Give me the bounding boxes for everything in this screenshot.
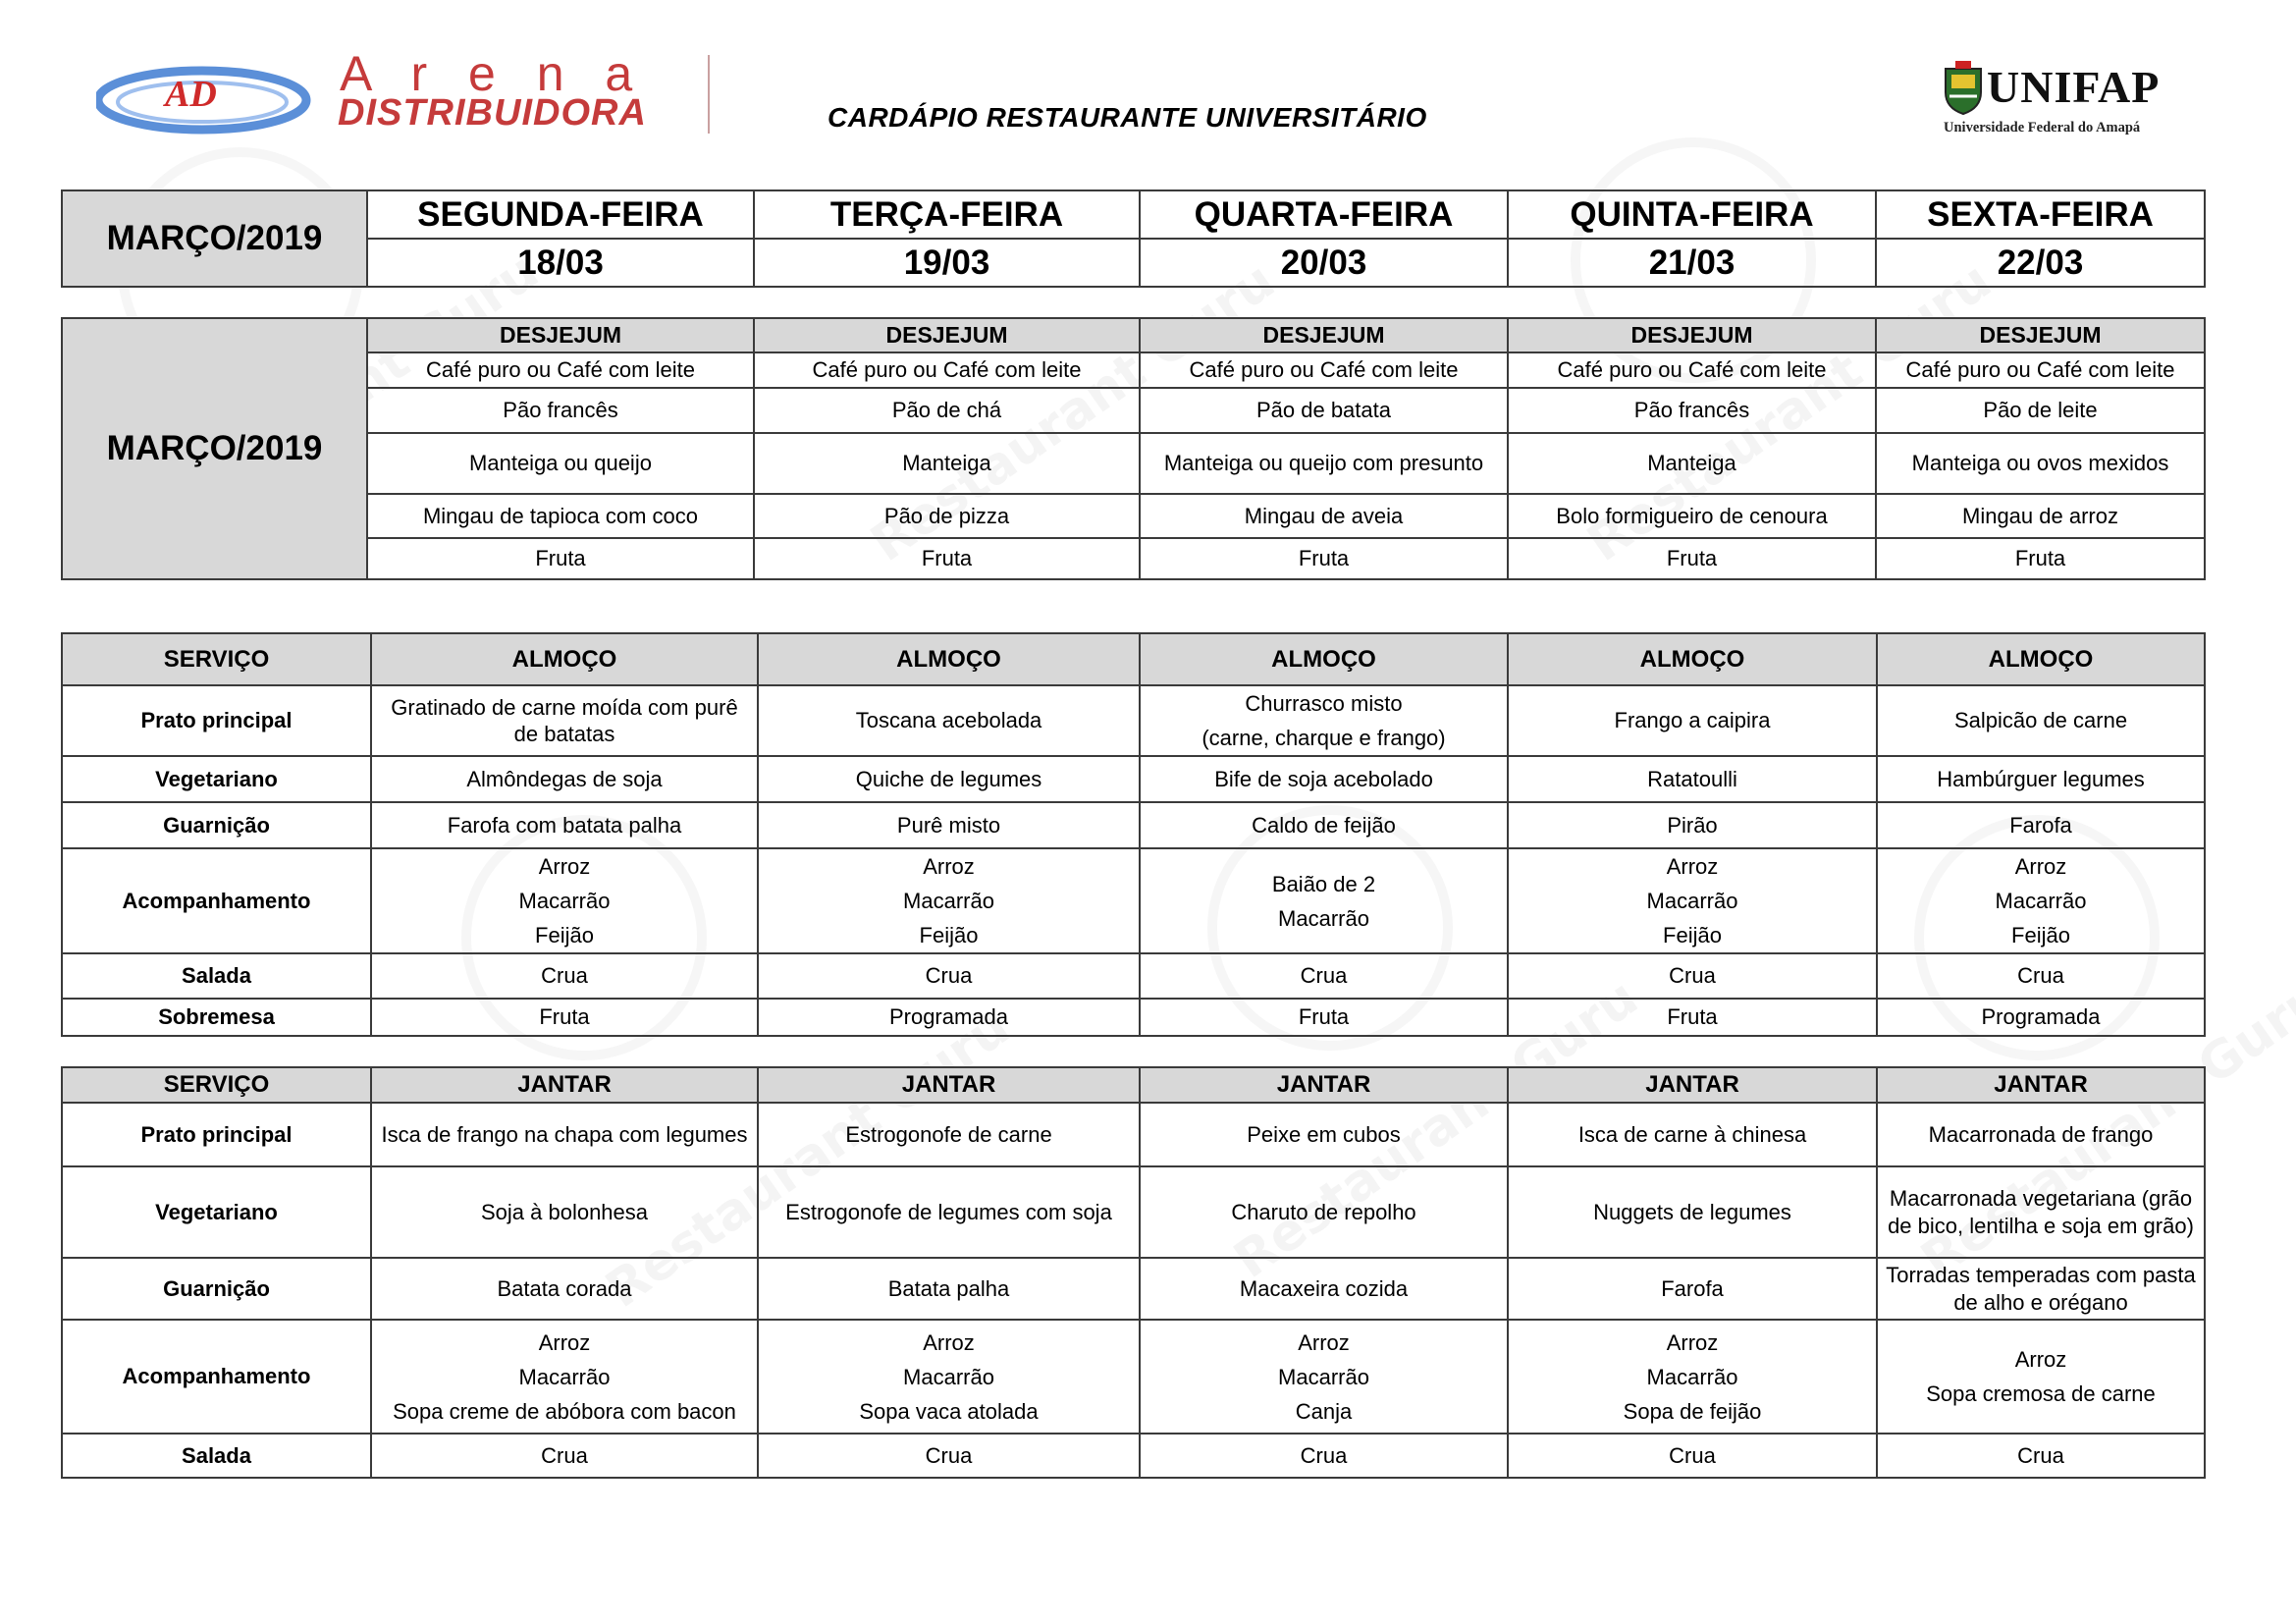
menu-cell: Fruta [367, 538, 754, 579]
service-label: Salada [62, 1434, 371, 1478]
service-label: Salada [62, 953, 371, 999]
menu-line: Baião de 2 [1271, 871, 1376, 896]
menu-cell: Farofa [1508, 1258, 1877, 1320]
menu-cell: Nuggets de legumes [1508, 1166, 1877, 1258]
menu-cell: Torradas temperadas com pasta de alho e orégano [1877, 1258, 2205, 1320]
menu-line: Macarrão [518, 889, 611, 913]
unifap-logo [1942, 57, 2177, 143]
menu-cell: Frango a caipira [1508, 685, 1877, 756]
menu-cell: Crua [758, 953, 1140, 999]
day-date: 22/03 [1876, 239, 2205, 287]
month-label: MARÇO/2019 [62, 318, 367, 579]
menu-cell: Fruta [1140, 999, 1508, 1036]
menu-cell: Crua [1140, 953, 1508, 999]
menu-cell: Manteiga ou queijo [367, 433, 754, 494]
menu-cell: Ratatoulli [1508, 756, 1877, 802]
day-date: 18/03 [367, 239, 754, 287]
menu-cell: Bolo formigueiro de cenoura [1508, 494, 1876, 538]
menu-cell: Crua [1877, 1434, 2205, 1478]
table-row [62, 756, 2205, 802]
menu-cell: Pirão [1508, 802, 1877, 848]
menu-line: Arroz [1666, 1329, 1719, 1355]
menu-line: Sopa cremosa de carne [1926, 1381, 2156, 1406]
menu-line: (carne, charque e frango) [1201, 726, 1446, 750]
menu-cell: Crua [1508, 1434, 1877, 1478]
jantar-body [62, 1067, 2205, 1478]
meal-heading: DESJEJUM [754, 318, 1140, 352]
almoco-table [61, 632, 2206, 1037]
menu-cell: Farofa [1877, 802, 2205, 848]
day-date: 21/03 [1508, 239, 1876, 287]
menu-line: Sopa vaca atolada [859, 1398, 1039, 1424]
menu-cell: Manteiga ou queijo com presunto [1140, 433, 1508, 494]
menu-cell: Programada [758, 999, 1140, 1036]
table-row [62, 848, 2205, 953]
menu-cell: Café puro ou Café com leite [367, 352, 754, 388]
menu-cell: Charuto de repolho [1140, 1166, 1508, 1258]
day-date: 19/03 [754, 239, 1140, 287]
menu-line: Arroz [1666, 854, 1719, 879]
menu-cell [1508, 1320, 1877, 1434]
service-label: Vegetariano [62, 1166, 371, 1258]
table-row [62, 1320, 2205, 1434]
menu-line: Sopa de feijão [1623, 1398, 1762, 1424]
page-title: CARDÁPIO RESTAURANTE UNIVERSITÁRIO [828, 102, 1427, 133]
menu-cell: Caldo de feijão [1140, 802, 1508, 848]
menu-line: Arroz [538, 1329, 591, 1355]
menu-cell: Farofa com batata palha [371, 802, 758, 848]
menu-cell: Pão de pizza [754, 494, 1140, 538]
meal-heading: ALMOÇO [1140, 633, 1508, 685]
meal-heading: DESJEJUM [1508, 318, 1876, 352]
menu-cell: Fruta [1508, 538, 1876, 579]
table-row [62, 999, 2205, 1036]
day-name: QUARTA-FEIRA [1140, 190, 1508, 239]
menu-line: Macarrão [1646, 889, 1738, 913]
table-row [62, 1103, 2205, 1166]
menu-line: Macarrão [1278, 905, 1369, 931]
meal-heading: JANTAR [371, 1067, 758, 1103]
menu-cell: Pão de leite [1876, 388, 2205, 433]
menu-cell: Macarronada vegetariana (grão de bico, lentilha e soja em grão) [1877, 1166, 2205, 1258]
menu-cell: Fruta [754, 538, 1140, 579]
menu-cell: Fruta [1876, 538, 2205, 579]
day-name: SEGUNDA-FEIRA [367, 190, 754, 239]
menu-cell [1877, 1320, 2205, 1434]
menu-line: Macarrão [903, 1364, 994, 1389]
menu-cell: Café puro ou Café com leite [1508, 352, 1876, 388]
meal-heading: ALMOÇO [1508, 633, 1877, 685]
table-row [62, 802, 2205, 848]
service-header: SERVIÇO [62, 633, 371, 685]
menu-cell: Fruta [1140, 538, 1508, 579]
arena-word: DISTRIBUIDORA [338, 92, 647, 134]
menu-line: Macarrão [903, 889, 994, 913]
menu-cell: Crua [1508, 953, 1877, 999]
meal-heading: DESJEJUM [1140, 318, 1508, 352]
service-label: Acompanhamento [62, 1320, 371, 1434]
table-row [62, 1166, 2205, 1258]
meal-heading: DESJEJUM [1876, 318, 2205, 352]
table-row [62, 1258, 2205, 1320]
service-label: Acompanhamento [62, 848, 371, 953]
menu-cell [1140, 685, 1508, 756]
menu-line: Arroz [2014, 1347, 2067, 1372]
unifap-subtitle: Universidade Federal do Amapá [1944, 120, 2141, 135]
menu-line: Feijão [2011, 923, 2070, 947]
service-label: Prato principal [62, 1103, 371, 1166]
menu-cell: Quiche de legumes [758, 756, 1140, 802]
menu-cell: Fruta [371, 999, 758, 1036]
menu-line: Arroz [923, 1329, 975, 1355]
menu-cell: Estrogonofe de carne [758, 1103, 1140, 1166]
month-label: MARÇO/2019 [62, 190, 367, 287]
menu-line: Macarrão [1278, 1364, 1369, 1389]
day-name: TERÇA-FEIRA [754, 190, 1140, 239]
menu-cell: Batata corada [371, 1258, 758, 1320]
menu-cell: Crua [1877, 953, 2205, 999]
meal-heading: ALMOÇO [758, 633, 1140, 685]
day-name: QUINTA-FEIRA [1508, 190, 1876, 239]
menu-cell: Toscana acebolada [758, 685, 1140, 756]
service-label: Prato principal [62, 685, 371, 756]
menu-cell: Almôndegas de soja [371, 756, 758, 802]
service-label: Vegetariano [62, 756, 371, 802]
menu-line: Canja [1295, 1398, 1353, 1424]
service-label: Guarnição [62, 802, 371, 848]
menu-cell: Purê misto [758, 802, 1140, 848]
menu-line: Churrasco misto [1245, 691, 1403, 716]
service-label: Sobremesa [62, 999, 371, 1036]
menu-cell [1877, 848, 2205, 953]
table-row [62, 953, 2205, 999]
menu-cell: Macaxeira cozida [1140, 1258, 1508, 1320]
menu-cell: Macarronada de frango [1877, 1103, 2205, 1166]
menu-cell: Manteiga ou ovos mexidos [1876, 433, 2205, 494]
menu-cell [371, 848, 758, 953]
menu-cell: Salpicão de carne [1877, 685, 2205, 756]
menu-cell [1140, 1320, 1508, 1434]
menu-line: Arroz [2014, 854, 2067, 879]
menu-cell: Bife de soja acebolado [1140, 756, 1508, 802]
menu-cell: Mingau de tapioca com coco [367, 494, 754, 538]
service-label: Guarnição [62, 1258, 371, 1320]
menu-cell: Crua [371, 953, 758, 999]
menu-cell: Isca de frango na chapa com legumes [371, 1103, 758, 1166]
day-date: 20/03 [1140, 239, 1508, 287]
menu-cell: Batata palha [758, 1258, 1140, 1320]
menu-cell: Isca de carne à chinesa [1508, 1103, 1877, 1166]
day-name: SEXTA-FEIRA [1876, 190, 2205, 239]
menu-cell: Café puro ou Café com leite [1140, 352, 1508, 388]
menu-cell: Fruta [1508, 999, 1877, 1036]
menu-cell: Peixe em cubos [1140, 1103, 1508, 1166]
menu-cell: Mingau de aveia [1140, 494, 1508, 538]
menu-cell: Hambúrguer legumes [1877, 756, 2205, 802]
menu-cell: Crua [758, 1434, 1140, 1478]
menu-cell: Pão de chá [754, 388, 1140, 433]
menu-cell: Crua [1140, 1434, 1508, 1478]
menu-line: Arroz [923, 854, 975, 879]
menu-cell: Café puro ou Café com leite [754, 352, 1140, 388]
menu-cell: Café puro ou Café com leite [1876, 352, 2205, 388]
menu-cell [1508, 848, 1877, 953]
menu-cell: Pão de batata [1140, 388, 1508, 433]
unifap-name: UNIFAP [1987, 62, 2161, 112]
menu-cell: Estrogonofe de legumes com soja [758, 1166, 1140, 1258]
table-row [62, 1434, 2205, 1478]
menu-line: Arroz [1298, 1329, 1350, 1355]
menu-line: Arroz [538, 854, 591, 879]
menu-line: Macarrão [1995, 889, 2087, 913]
jantar-table [61, 1066, 2206, 1479]
menu-cell [371, 1320, 758, 1434]
menu-cell: Manteiga [1508, 433, 1876, 494]
menu-line: Feijão [535, 923, 594, 947]
desjejum-table [61, 317, 2206, 580]
almoco-body [62, 633, 2205, 1036]
arena-monogram: AD [165, 74, 217, 115]
menu-line: Macarrão [1646, 1364, 1738, 1389]
menu-line: Sopa creme de abóbora com bacon [393, 1398, 736, 1424]
menu-cell: Mingau de arroz [1876, 494, 2205, 538]
menu-line: Feijão [1663, 923, 1722, 947]
dates-table [61, 189, 2206, 288]
table-row [62, 685, 2205, 756]
menu-line: Macarrão [518, 1364, 611, 1389]
menu-cell: Manteiga [754, 433, 1140, 494]
menu-line: Feijão [919, 923, 979, 947]
arena-letters: A r e n a [340, 46, 647, 101]
meal-heading: JANTAR [1508, 1067, 1877, 1103]
arena-distribuidora-logo [96, 46, 715, 141]
menu-cell [758, 1320, 1140, 1434]
meal-heading: JANTAR [758, 1067, 1140, 1103]
menu-cell: Gratinado de carne moída com purê de batatas [371, 685, 758, 756]
menu-cell [1140, 848, 1508, 953]
service-header: SERVIÇO [62, 1067, 371, 1103]
meal-heading: JANTAR [1877, 1067, 2205, 1103]
menu-cell [758, 848, 1140, 953]
meal-heading: ALMOÇO [371, 633, 758, 685]
meal-heading: DESJEJUM [367, 318, 754, 352]
meal-heading: ALMOÇO [1877, 633, 2205, 685]
menu-cell: Crua [371, 1434, 758, 1478]
unifap-crest-icon [1942, 59, 1985, 116]
menu-cell: Pão francês [1508, 388, 1876, 433]
menu-cell: Soja à bolonhesa [371, 1166, 758, 1258]
menu-cell: Programada [1877, 999, 2205, 1036]
meal-heading: JANTAR [1140, 1067, 1508, 1103]
menu-cell: Pão francês [367, 388, 754, 433]
